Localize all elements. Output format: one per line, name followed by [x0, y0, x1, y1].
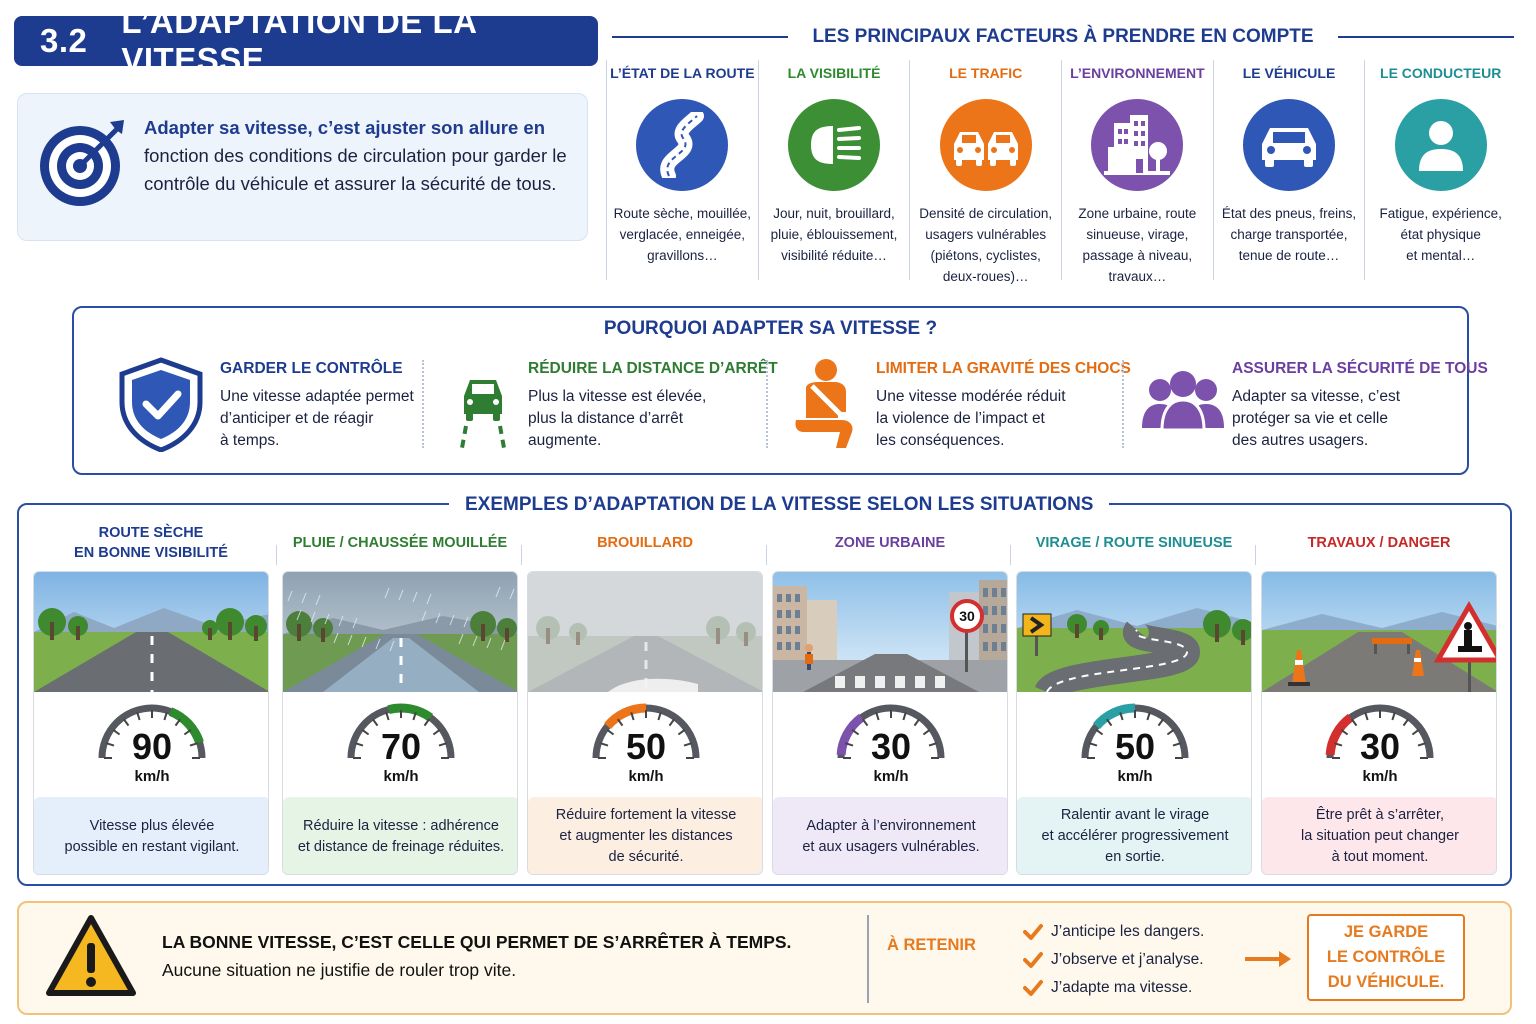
cars-icon — [940, 99, 1032, 191]
checklist — [1023, 918, 1204, 1002]
example-title: BROUILLARD — [597, 535, 693, 551]
example-tip — [1017, 797, 1252, 875]
page-title: L’ADAPTATION DE LA VITESSE — [121, 3, 477, 78]
fog-road-image — [528, 572, 763, 692]
factor-description — [1365, 203, 1516, 266]
example-title: ZONE URBAINE — [834, 535, 946, 551]
speed-value: 50 — [625, 726, 667, 767]
factor-description — [607, 203, 758, 266]
reason-description-line: protéger sa vie et celle — [1232, 410, 1388, 427]
warning-icon — [45, 913, 137, 999]
reason-title: ASSURER LA SÉCURITÉ DE TOUS — [1232, 360, 1488, 377]
example-wet-road — [282, 521, 518, 855]
factor-title: LE TRAFIC — [949, 65, 1023, 81]
retenir-label: À RETENIR — [887, 936, 976, 954]
factors-row — [606, 60, 1516, 284]
example-title: VIRAGE / ROUTE SINUEUSE — [1035, 535, 1233, 551]
reason-description-line: des autres usagers. — [1232, 432, 1369, 449]
example-tip — [1262, 797, 1497, 875]
speed-unit: km/h — [134, 768, 170, 785]
factor-1 — [606, 60, 758, 280]
reason-description-line: les conséquences. — [876, 432, 1005, 449]
example-roadworks — [1261, 521, 1497, 865]
headlight-icon — [788, 99, 880, 191]
reason-description-line: plus la distance d’arrêt — [528, 410, 684, 427]
example-tip-line: et augmenter les distances — [559, 828, 733, 844]
example-card — [33, 571, 269, 875]
reason-description-line: à temps. — [220, 432, 280, 449]
example-tip — [528, 797, 763, 875]
wet-road-image — [283, 572, 518, 692]
example-tip-line: et accélérer progressivement — [1041, 828, 1229, 844]
why-title: POURQUOI ADAPTER SA VITESSE ? — [603, 318, 938, 339]
factor-description-line: Zone urbaine, route — [1078, 206, 1197, 221]
factor-description-line: charge transportée, — [1230, 227, 1348, 242]
factor-description-line: verglacée, enneigée, — [619, 227, 745, 242]
example-card — [527, 571, 763, 875]
shield-check-icon — [116, 356, 206, 452]
divider — [1255, 545, 1256, 565]
keep-control-line: DU VÉHICULE. — [1327, 973, 1445, 991]
example-tip-text — [1301, 805, 1459, 868]
factor-6 — [1364, 60, 1516, 280]
reason-description-line: Une vitesse modérée réduit — [876, 388, 1066, 405]
example-tip-line: et distance de freinage réduites. — [297, 838, 505, 855]
example-fog-road — [527, 521, 763, 865]
person-icon — [1395, 99, 1487, 191]
keep-control-box — [1307, 914, 1465, 1001]
factor-description-line: et mental… — [1406, 248, 1476, 263]
examples-panel — [17, 494, 1512, 886]
factor-title: L’ÉTAT DE LA ROUTE — [610, 65, 755, 81]
divider — [521, 545, 522, 565]
target-icon — [38, 118, 128, 208]
keep-control-line: LE CONTRÔLE — [1326, 948, 1446, 966]
factor-description-line: passage à niveau, — [1082, 248, 1193, 263]
car-distance-icon — [438, 356, 528, 452]
reason-description-line: Une vitesse adaptée permet — [220, 388, 414, 405]
example-card — [1016, 571, 1252, 875]
roadworks-image — [1262, 572, 1497, 692]
checkmark-icon — [1023, 951, 1043, 969]
example-title: PLUIE / CHAUSSÉE MOUILLÉE — [292, 535, 508, 551]
example-card — [1261, 571, 1497, 875]
checklist-text: J’adapte ma vitesse. — [1051, 979, 1193, 996]
reason-description — [220, 386, 440, 452]
speed-value: 90 — [131, 726, 173, 767]
example-card — [772, 571, 1008, 875]
buildings-icon — [1091, 99, 1183, 191]
factor-description-line: gravillons… — [647, 248, 718, 263]
speed-unit: km/h — [383, 768, 419, 785]
key-message-panel — [17, 901, 1512, 1015]
definition-text — [144, 114, 574, 198]
example-tip-line: Réduire la vitesse : adhérence — [303, 817, 499, 834]
factor-description-line: État des pneus, freins, — [1221, 206, 1357, 221]
speed-unit: km/h — [1117, 768, 1153, 785]
people-icon — [1138, 356, 1228, 452]
divider — [766, 545, 767, 565]
factor-title: LE VÉHICULE — [1242, 65, 1336, 81]
factor-4 — [1061, 60, 1213, 284]
factor-description-line: état physique — [1400, 227, 1481, 242]
factor-title: LE CONDUCTEUR — [1380, 65, 1502, 81]
example-tip-text — [298, 816, 504, 858]
reason-3 — [782, 356, 1131, 456]
speed-value: 30 — [870, 726, 912, 767]
factor-description-line: tenue de route… — [1238, 248, 1340, 263]
seatbelt-icon — [782, 356, 872, 452]
key-subline: Aucune situation ne justifie de rouler trop vite. — [162, 960, 517, 980]
checkmark-icon — [1023, 923, 1043, 941]
example-tip-line: la situation peut changer — [1301, 828, 1459, 844]
factor-description — [759, 203, 910, 266]
speed-value: 50 — [1114, 726, 1156, 767]
reason-description-line: Adapter sa vitesse, c’est — [1232, 388, 1400, 405]
speed-value: 70 — [380, 726, 422, 767]
divider — [867, 915, 869, 1003]
example-tip-line: et aux usagers vulnérables. — [802, 838, 980, 855]
dry-road-image — [34, 572, 269, 692]
example-tip-line: en sortie. — [1105, 849, 1165, 865]
reason-title: LIMITER LA GRAVITÉ DES CHOCS — [876, 360, 1131, 377]
example-tip — [34, 797, 269, 875]
urban-street-image — [773, 572, 1008, 692]
factor-description-line: visibilité réduite… — [781, 248, 887, 263]
divider — [766, 360, 768, 448]
checklist-item — [1023, 946, 1204, 974]
example-tip-line: Vitesse plus élevée — [89, 817, 215, 834]
example-title: ROUTE SÈCHE EN BONNE VISIBILITÉ — [74, 525, 228, 561]
example-tip-line: Être prêt à s’arrêter, — [1315, 807, 1445, 823]
reason-description-line: Plus la vitesse est élevée, — [528, 388, 707, 405]
reason-description-line: augmente. — [528, 432, 602, 449]
factor-title: LA VISIBILITÉ — [787, 65, 881, 81]
reason-title: GARDER LE CONTRÔLE — [220, 360, 403, 377]
speed-unit: km/h — [628, 768, 664, 785]
reason-1 — [116, 356, 446, 456]
factor-description — [910, 203, 1061, 287]
example-tip-line: possible en restant vigilant. — [64, 838, 240, 855]
example-tip-text — [1042, 805, 1229, 868]
arrow-right-icon — [1243, 949, 1293, 969]
examples-title: EXEMPLES D’ADAPTATION DE LA VITESSE SELON LES SITUATIONS — [449, 493, 1109, 517]
example-dry-road — [33, 521, 269, 855]
reason-4 — [1138, 356, 1488, 456]
keep-control-line: JE GARDE — [1343, 923, 1429, 941]
factor-description-line: (piétons, cyclistes, — [930, 248, 1041, 263]
example-tip-text — [802, 816, 979, 858]
page-title-banner — [14, 3, 598, 78]
curvy-road-image — [1017, 572, 1252, 692]
road-icon — [636, 99, 728, 191]
factor-description-line: Densité de circulation, — [919, 206, 1053, 221]
example-urban-street — [772, 521, 1008, 855]
example-tip-line: Réduire fortement la vitesse — [555, 807, 737, 823]
key-headline: LA BONNE VITESSE, C’EST CELLE QUI PERMET DE S’ARRÊTER À TEMPS. — [162, 932, 792, 952]
definition-panel — [17, 93, 588, 241]
divider — [1122, 360, 1124, 448]
example-tip-text — [65, 816, 240, 858]
example-tip-line: à tout moment. — [1331, 849, 1429, 865]
why-panel — [72, 306, 1488, 475]
example-tip — [283, 797, 518, 875]
factor-description-line: travaux… — [1108, 269, 1167, 284]
factor-3 — [909, 60, 1061, 284]
factor-5 — [1213, 60, 1365, 280]
speed-value: 30 — [1359, 726, 1401, 767]
divider — [1010, 545, 1011, 565]
factor-description — [1062, 203, 1213, 287]
reason-description — [876, 386, 1096, 452]
factor-description-line: Route sèche, mouillée, — [613, 206, 751, 221]
checklist-item — [1023, 974, 1204, 1002]
factors-heading: LES PRINCIPAUX FACTEURS À PRENDRE EN COMPTE — [612, 22, 1514, 52]
speed-unit: km/h — [1362, 768, 1398, 785]
reason-description-line: la violence de l’impact et — [876, 410, 1045, 427]
factor-description-line: pluie, éblouissement, — [770, 227, 898, 242]
speed-unit: km/h — [873, 768, 909, 785]
factor-description-line: Fatigue, expérience, — [1379, 206, 1502, 221]
example-tip-text — [556, 805, 737, 868]
factor-description-line: Jour, nuit, brouillard, — [773, 206, 895, 221]
divider — [276, 545, 277, 565]
checklist-text: J’anticipe les dangers. — [1051, 923, 1205, 940]
example-tip — [773, 797, 1008, 875]
divider — [422, 360, 424, 448]
section-number: 3.2 — [40, 22, 88, 59]
definition-rest: fonction des conditions de circulation pour garder le contrôle du véhicule et assurer la sécurité de tous. — [144, 145, 567, 194]
checklist-item — [1023, 918, 1204, 946]
factor-description — [1214, 203, 1365, 266]
factor-2 — [758, 60, 910, 280]
example-title: TRAVAUX / DANGER — [1307, 535, 1451, 551]
checklist-text: J’observe et j’analyse. — [1051, 951, 1204, 968]
factor-title: L’ENVIRONNEMENT — [1070, 65, 1205, 81]
factor-description-line: deux-roues)… — [942, 269, 1029, 284]
example-tip-line: de sécurité. — [608, 849, 684, 865]
example-curvy-road — [1016, 521, 1252, 865]
definition-lead: Adapter sa vitesse, c’est ajuster son allure en — [144, 117, 546, 138]
checkmark-icon — [1023, 979, 1043, 997]
reason-title: RÉDUIRE LA DISTANCE D’ARRÊT — [528, 360, 778, 377]
reason-description-line: d’anticiper et de réagir — [220, 410, 374, 427]
factor-description-line: sinueuse, virage, — [1086, 227, 1189, 242]
reason-description — [1232, 386, 1452, 452]
reason-2 — [438, 356, 778, 456]
speed-limit-sign-text: 30 — [959, 608, 975, 624]
factor-description-line: usagers vulnérables — [925, 227, 1047, 242]
example-tip-line: Ralentir avant le virage — [1060, 807, 1210, 823]
car-icon — [1243, 99, 1335, 191]
example-tip-line: Adapter à l’environnement — [806, 817, 976, 834]
example-card — [282, 571, 518, 875]
reason-description — [528, 386, 748, 452]
